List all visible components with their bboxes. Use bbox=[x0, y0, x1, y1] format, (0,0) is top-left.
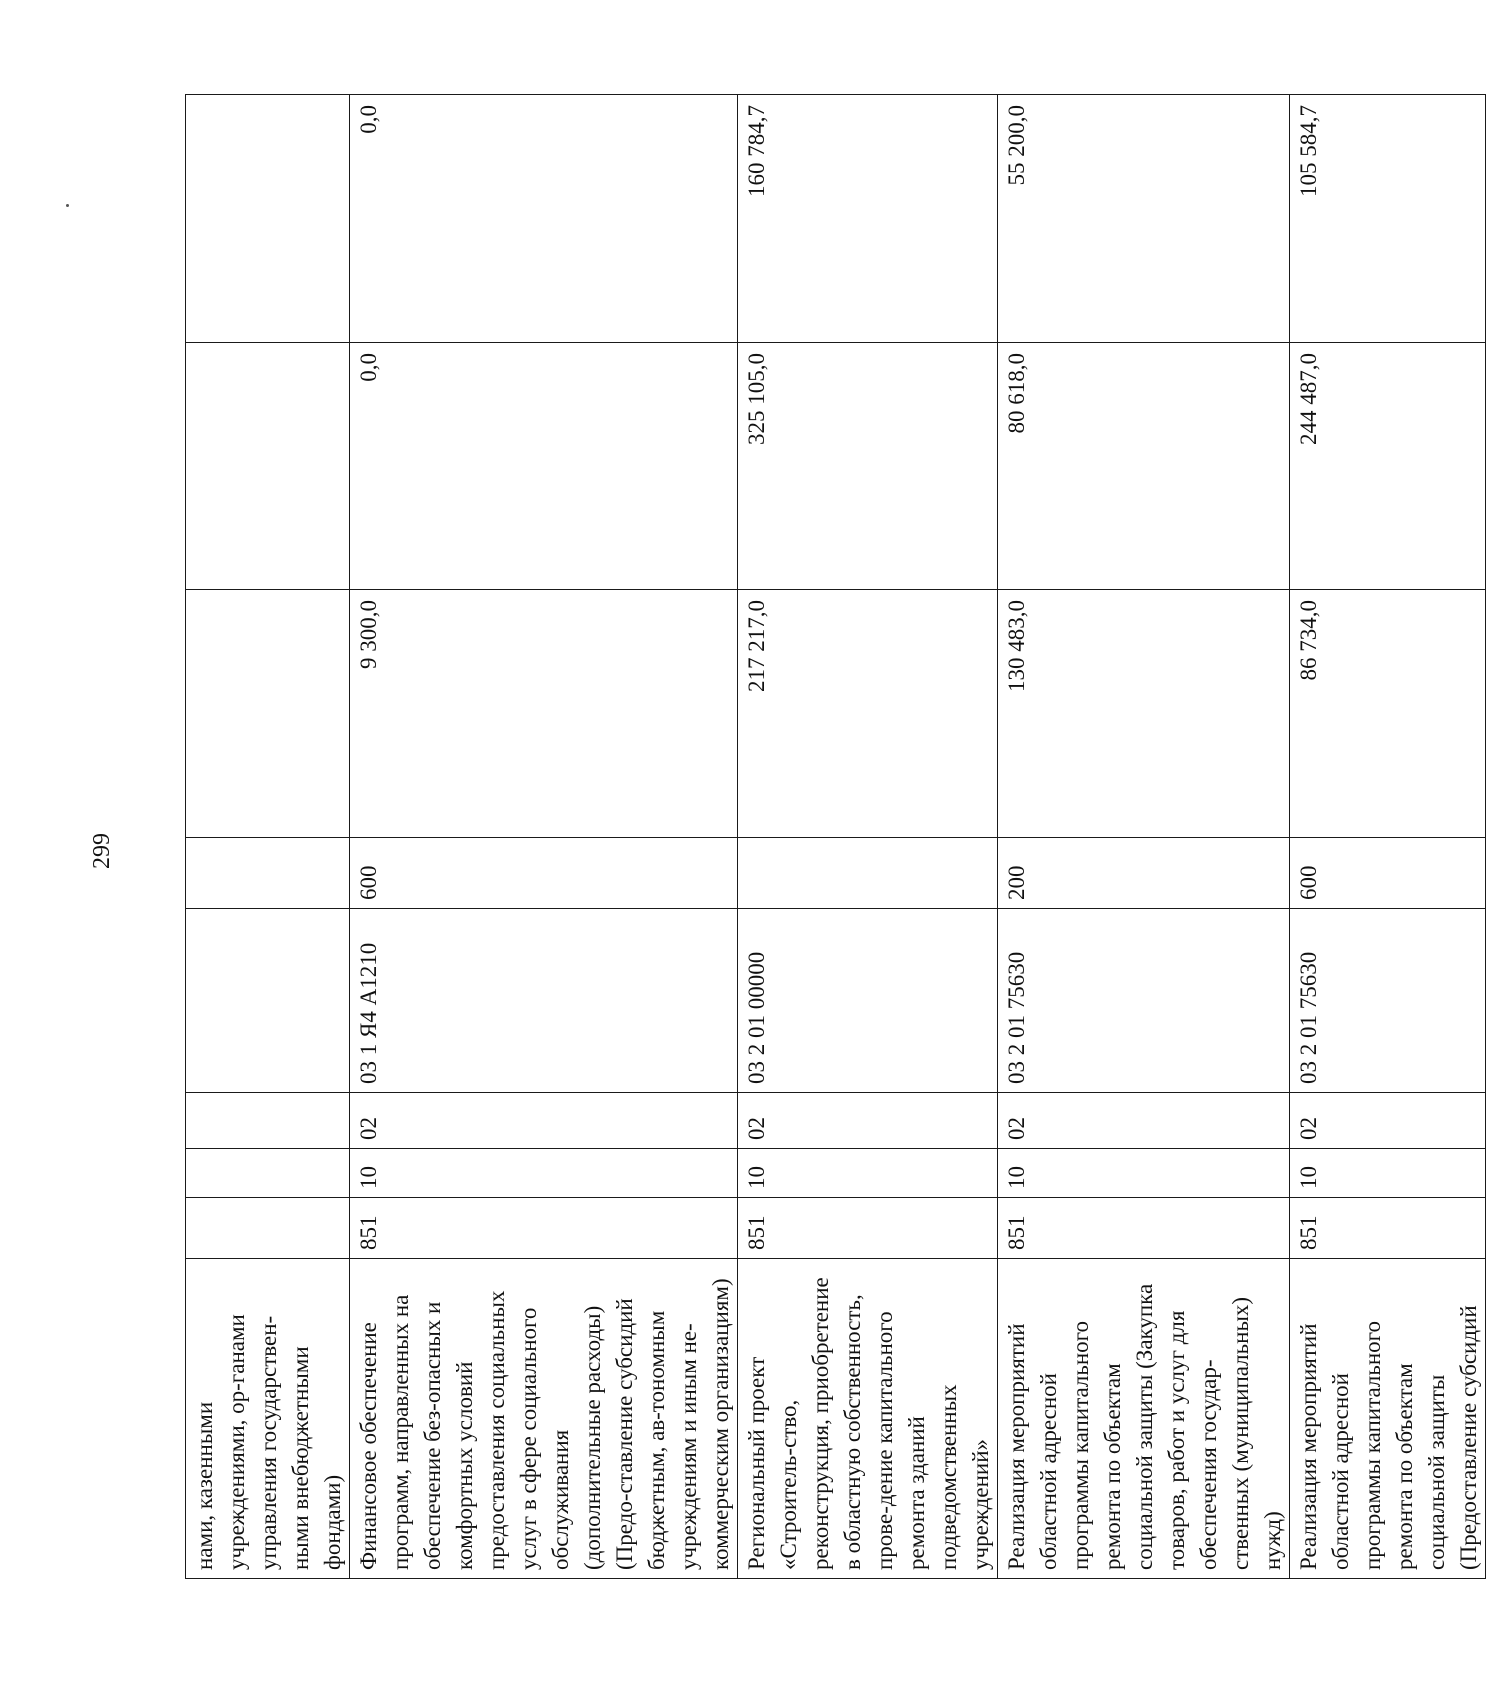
target-article-code: 03 2 01 75630 bbox=[1290, 909, 1486, 1093]
amount-1: 86 734,0 bbox=[1290, 590, 1486, 838]
table-row bbox=[350, 95, 738, 1579]
subsection-code: 02 bbox=[350, 1093, 738, 1149]
amount-3: 105 584,7 bbox=[1290, 95, 1486, 343]
expense-type-code: 200 bbox=[998, 838, 1290, 909]
ved-code bbox=[186, 1198, 350, 1259]
table-row bbox=[998, 95, 1290, 1579]
table-row bbox=[1290, 95, 1486, 1579]
amount-1: 130 483,0 bbox=[998, 590, 1290, 838]
amount-1 bbox=[186, 590, 350, 838]
amount-2: 80 618,0 bbox=[998, 343, 1290, 590]
target-article-code: 03 2 01 00000 bbox=[738, 909, 998, 1093]
amount-1: 9 300,0 bbox=[350, 590, 738, 838]
expense-type-code bbox=[186, 838, 350, 909]
row-name: Финансовое обеспечение программ, направленных на обеспечение без-опасных и комфортных условий предоставления социальных услуг в сфере социального обслуживания (дополнительные расходы) (Предо-ставление субсидий бюджетным, ав-тономным учреждениям и иным не-коммерческим организациям) bbox=[350, 1259, 738, 1579]
section-code: 10 bbox=[350, 1149, 738, 1198]
expense-type-code: 600 bbox=[350, 838, 738, 909]
amount-3 bbox=[186, 95, 350, 343]
ved-code: 851 bbox=[738, 1198, 998, 1259]
budget-table-container bbox=[185, 95, 1481, 1579]
ved-code: 851 bbox=[998, 1198, 1290, 1259]
amount-2: 325 105,0 bbox=[738, 343, 998, 590]
target-article-code: 03 2 01 75630 bbox=[998, 909, 1290, 1093]
amount-3: 160 784,7 bbox=[738, 95, 998, 343]
target-article-code bbox=[186, 909, 350, 1093]
budget-table bbox=[185, 94, 1486, 1579]
amount-2 bbox=[186, 343, 350, 590]
amount-2: 244 487,0 bbox=[1290, 343, 1486, 590]
target-article-code: 03 1 Я4 А1210 bbox=[350, 909, 738, 1093]
ved-code: 851 bbox=[350, 1198, 738, 1259]
section-code: 10 bbox=[998, 1149, 1290, 1198]
amount-3: 55 200,0 bbox=[998, 95, 1290, 343]
amount-1: 217 217,0 bbox=[738, 590, 998, 838]
scan-speck bbox=[66, 204, 69, 207]
subsection-code: 02 bbox=[738, 1093, 998, 1149]
table-row bbox=[738, 95, 998, 1579]
row-name: Региональный проект «Строитель-ство, реконструкция, приобретение в областную собственность, прове-дение капитального ремонта зданий подведомственных учреждений» bbox=[738, 1259, 998, 1579]
section-code bbox=[186, 1149, 350, 1198]
section-code: 10 bbox=[738, 1149, 998, 1198]
row-name: нами, казенными учреждениями, ор-ганами управления государствен-ными внебюджетными фондами) bbox=[186, 1259, 350, 1579]
row-name: Реализация мероприятий областной адресной программы капитального ремонта по объектам социальной защиты (Предоставление субсидий bbox=[1290, 1259, 1486, 1579]
page-number: 299 bbox=[89, 833, 115, 869]
ved-code: 851 bbox=[1290, 1198, 1486, 1259]
table-row bbox=[186, 95, 350, 1579]
amount-2: 0,0 bbox=[350, 343, 738, 590]
expense-type-code: 600 bbox=[1290, 838, 1486, 909]
section-code: 10 bbox=[1290, 1149, 1486, 1198]
row-name: Реализация мероприятий областной адресной программы капитального ремонта по объектам социальной защиты (Закупка товаров, работ и услуг для обеспечения государ-ственных (муниципальных) нужд) bbox=[998, 1259, 1290, 1579]
expense-type-code bbox=[738, 838, 998, 909]
subsection-code: 02 bbox=[1290, 1093, 1486, 1149]
amount-3: 0,0 bbox=[350, 95, 738, 343]
subsection-code: 02 bbox=[998, 1093, 1290, 1149]
subsection-code bbox=[186, 1093, 350, 1149]
